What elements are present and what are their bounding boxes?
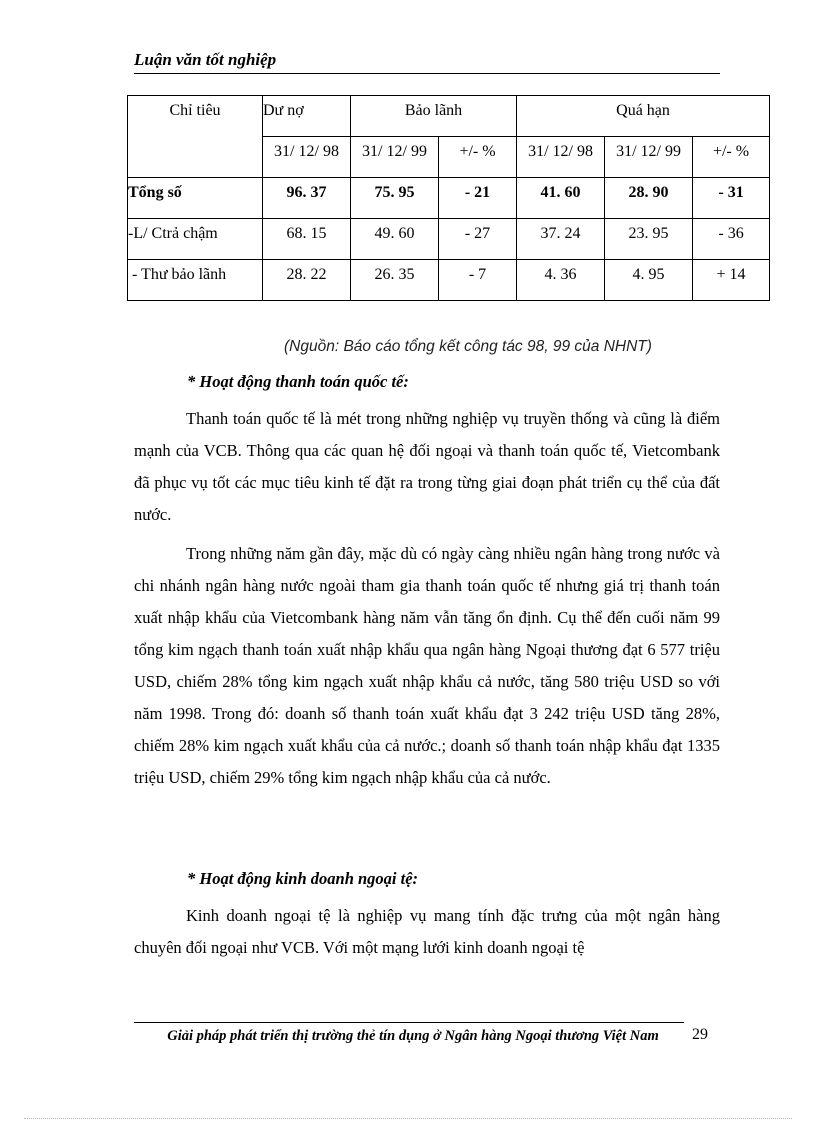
table-cell: 23. 95 [605,219,693,260]
paragraph-text: Trong những năm gần đây, mặc dù có ngày càng nhiều ngân hàng trong nước và chi nhánh ngân hàng nước ngoài tham gia thanh toán quốc tế nhưng giá trị thanh toán xuất nhập khẩu của Vietcombank hàng năm vẫn tăng ổn định. Cụ thể đến cuối năm 99 tổng kim ngạch thanh toán xuất nhập khẩu qua ngân hàng Ngoại thương đạt 6 577 triệu USD, chiếm 28% tổng kim ngạch xuất nhập khẩu cả nước, tăng 580 triệu USD so với năm 1998. Trong đó: doanh số thanh toán xuất khẩu đạt 3 242 triệu USD tăng 28%, chiếm 28% kim ngạch xuất khẩu của cả nước.; doanh số thanh toán nhập khẩu đạt 1335 triệu USD, chiếm 29% tổng kim ngạch nhập khẩu của cả nước. [134,544,720,787]
row-label: -L/ Ctrả chậm [128,219,263,260]
table-cell: 37. 24 [517,219,605,260]
table-cell: 28. 22 [263,260,351,301]
table-cell: 28. 90 [605,178,693,219]
paragraph [134,900,720,964]
table-row-lc-tra-cham [128,219,770,260]
table-row-tong-so [128,178,770,219]
table-cell: - 36 [693,219,770,260]
table-cell: 41. 60 [517,178,605,219]
footer-title: Giải pháp phát triển thị trường thẻ tín dụng ở Ngân hàng Ngoại thương Việt Nam [167,1028,659,1044]
subheader-cell: +/- % [693,137,770,178]
header-chi-tieu: Chỉ tiêu [128,96,263,178]
section-heading-thanh-toan: * Hoạt động thanh toán quốc tế: [187,372,409,391]
subheader-cell: 31/ 12/ 98 [263,137,351,178]
subheader-cell: 31/ 12/ 99 [351,137,439,178]
paragraph [134,538,720,794]
table-cell: - 21 [439,178,517,219]
page-bottom-border [24,1118,792,1119]
subheader-cell: +/- % [439,137,517,178]
table-cell: - 7 [439,260,517,301]
subheader-cell: 31/ 12/ 98 [517,137,605,178]
paragraph-text: Thanh toán quốc tế là mét trong những nghiệp vụ truyền thống và cũng là điểm mạnh của VCB. Thông qua các quan hệ đối ngoại và thanh toán quốc tế, Vietcombank đã phục vụ tốt các mục tiêu kinh tế đặt ra trong từng giai đoạn phát triển cụ thể của đất nước. [134,409,720,524]
subheader-cell: 31/ 12/ 99 [605,137,693,178]
section-heading-ngoai-te: * Hoạt động kinh doanh ngoại tệ: [187,869,419,888]
header-divider [134,73,720,74]
footer-divider [134,1022,684,1023]
statistics-table [127,95,770,301]
table-cell: - 27 [439,219,517,260]
table-cell: + 14 [693,260,770,301]
paragraph-text: Kinh doanh ngoại tệ là nghiệp vụ mang tính đặc trưng của một ngân hàng chuyên đối ngoại như VCB. Với một mạng lưới kinh doanh ngoại tệ [134,906,720,957]
table-cell: 96. 37 [263,178,351,219]
table-cell: 26. 35 [351,260,439,301]
table-cell: 4. 95 [605,260,693,301]
table-row-thu-bao-lanh [128,260,770,301]
header-du-no: Dư nợ [263,96,351,137]
header-bao-lanh: Bảo lãnh [351,96,517,137]
table-cell: 75. 95 [351,178,439,219]
row-label: - Thư bảo lãnh [128,260,263,301]
table-header-row [128,96,770,137]
table-cell: 49. 60 [351,219,439,260]
table-cell: - 31 [693,178,770,219]
page-number: 29 [692,1026,708,1043]
paragraph [134,403,720,531]
row-label: Tổng số [128,178,263,219]
page-header-title: Luận văn tốt nghiệp [134,50,277,69]
table-cell: 4. 36 [517,260,605,301]
table-cell: 68. 15 [263,219,351,260]
header-qua-han: Quá hạn [517,96,770,137]
table-source-note: (Nguồn: Báo cáo tổng kết công tác 98, 99 của NHNT) [284,338,652,355]
